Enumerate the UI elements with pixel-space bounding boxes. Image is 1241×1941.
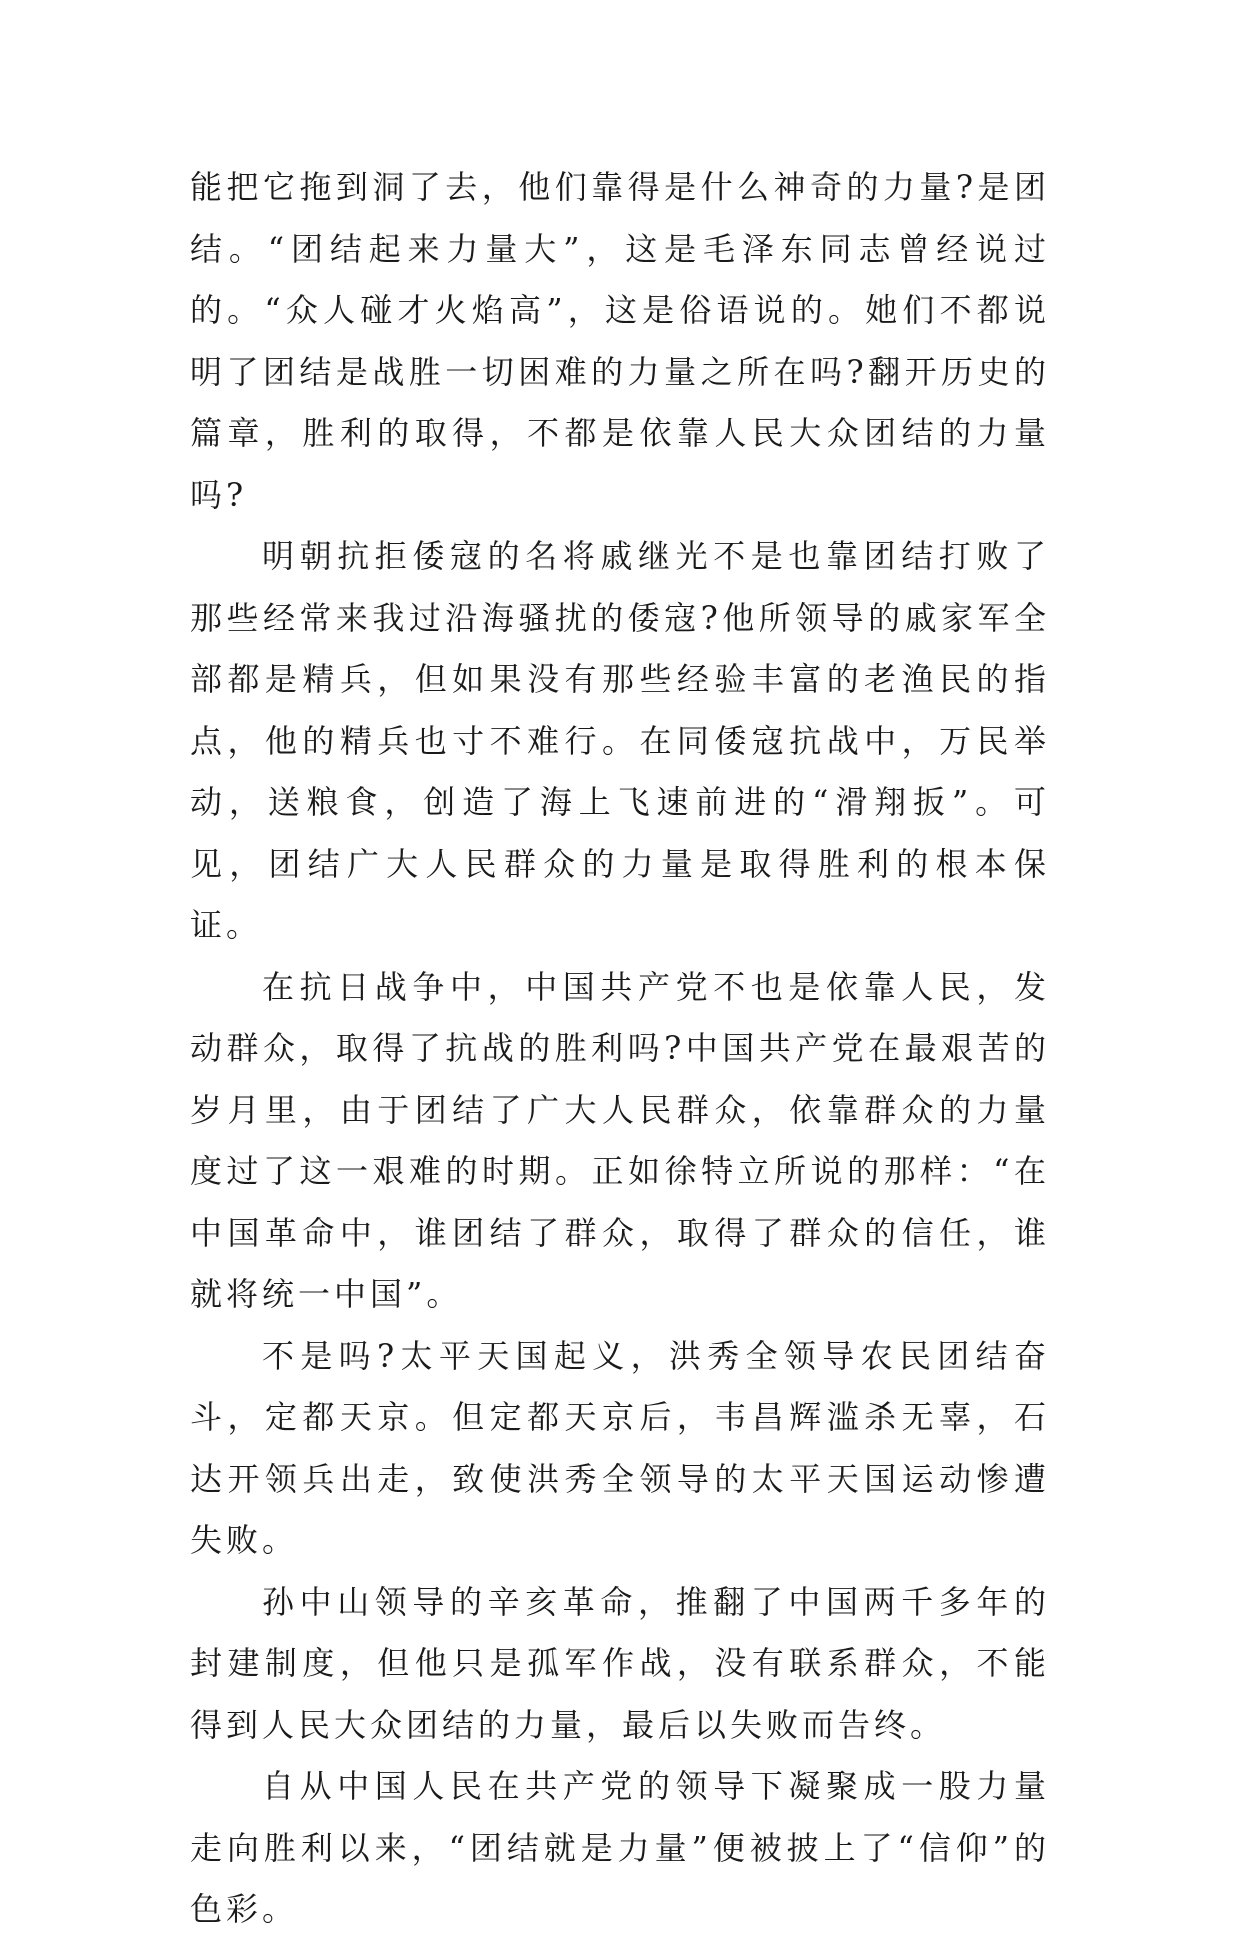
paragraph-5: 孙中山领导的辛亥革命，推翻了中国两千多年的封建制度，但他只是孤军作战，没有联系群众，不能得到人民大众团结的力量，最后以失败而告终。 [190, 1582, 1050, 1744]
paragraph-1: 能把它拖到洞了去，他们靠得是什么神奇的力量?是团结。“团结起来力量大”，这是毛泽东同志曾经说过的。“众人碰才火焰高”，这是俗语说的。她们不都说明了团结是战胜一切困难的力量之所在吗?翻开历史的篇章，胜利的取得，不都是依靠人民大众团结的力量吗? [190, 168, 1050, 514]
paragraph-2: 明朝抗拒倭寇的名将戚继光不是也靠团结打败了那些经常来我过沿海骚扰的倭寇?他所领导的戚家军全部都是精兵，但如果没有那些经验丰富的老渔民的指点，他的精兵也寸不难行。在同倭寇抗战中，万民举动，送粮食，创造了海上飞速前进的“滑翔扳”。可见，团结广大人民群众的力量是取得胜利的根本保证。 [190, 537, 1050, 944]
paragraph-3: 在抗日战争中，中国共产党不也是依靠人民，发动群众，取得了抗战的胜利吗?中国共产党在最艰苦的岁月里，由于团结了广大人民群众，依靠群众的力量度过了这一艰难的时期。正如徐特立所说的那样：“在中国革命中，谁团结了群众，取得了群众的信任，谁就将统一中国”。 [190, 967, 1050, 1313]
paragraph-6: 自从中国人民在共产党的领导下凝聚成一股力量走向胜利以来，“团结就是力量”便被披上了“信仰”的色彩。 [190, 1767, 1050, 1928]
body-text [190, 157, 1050, 1941]
paragraph-4: 不是吗?太平天国起义，洪秀全领导农民团结奋斗，定都天京。但定都天京后，韦昌辉滥杀无辜，石达开领兵出走，致使洪秀全领导的太平天国运动惨遭失败。 [190, 1336, 1050, 1559]
